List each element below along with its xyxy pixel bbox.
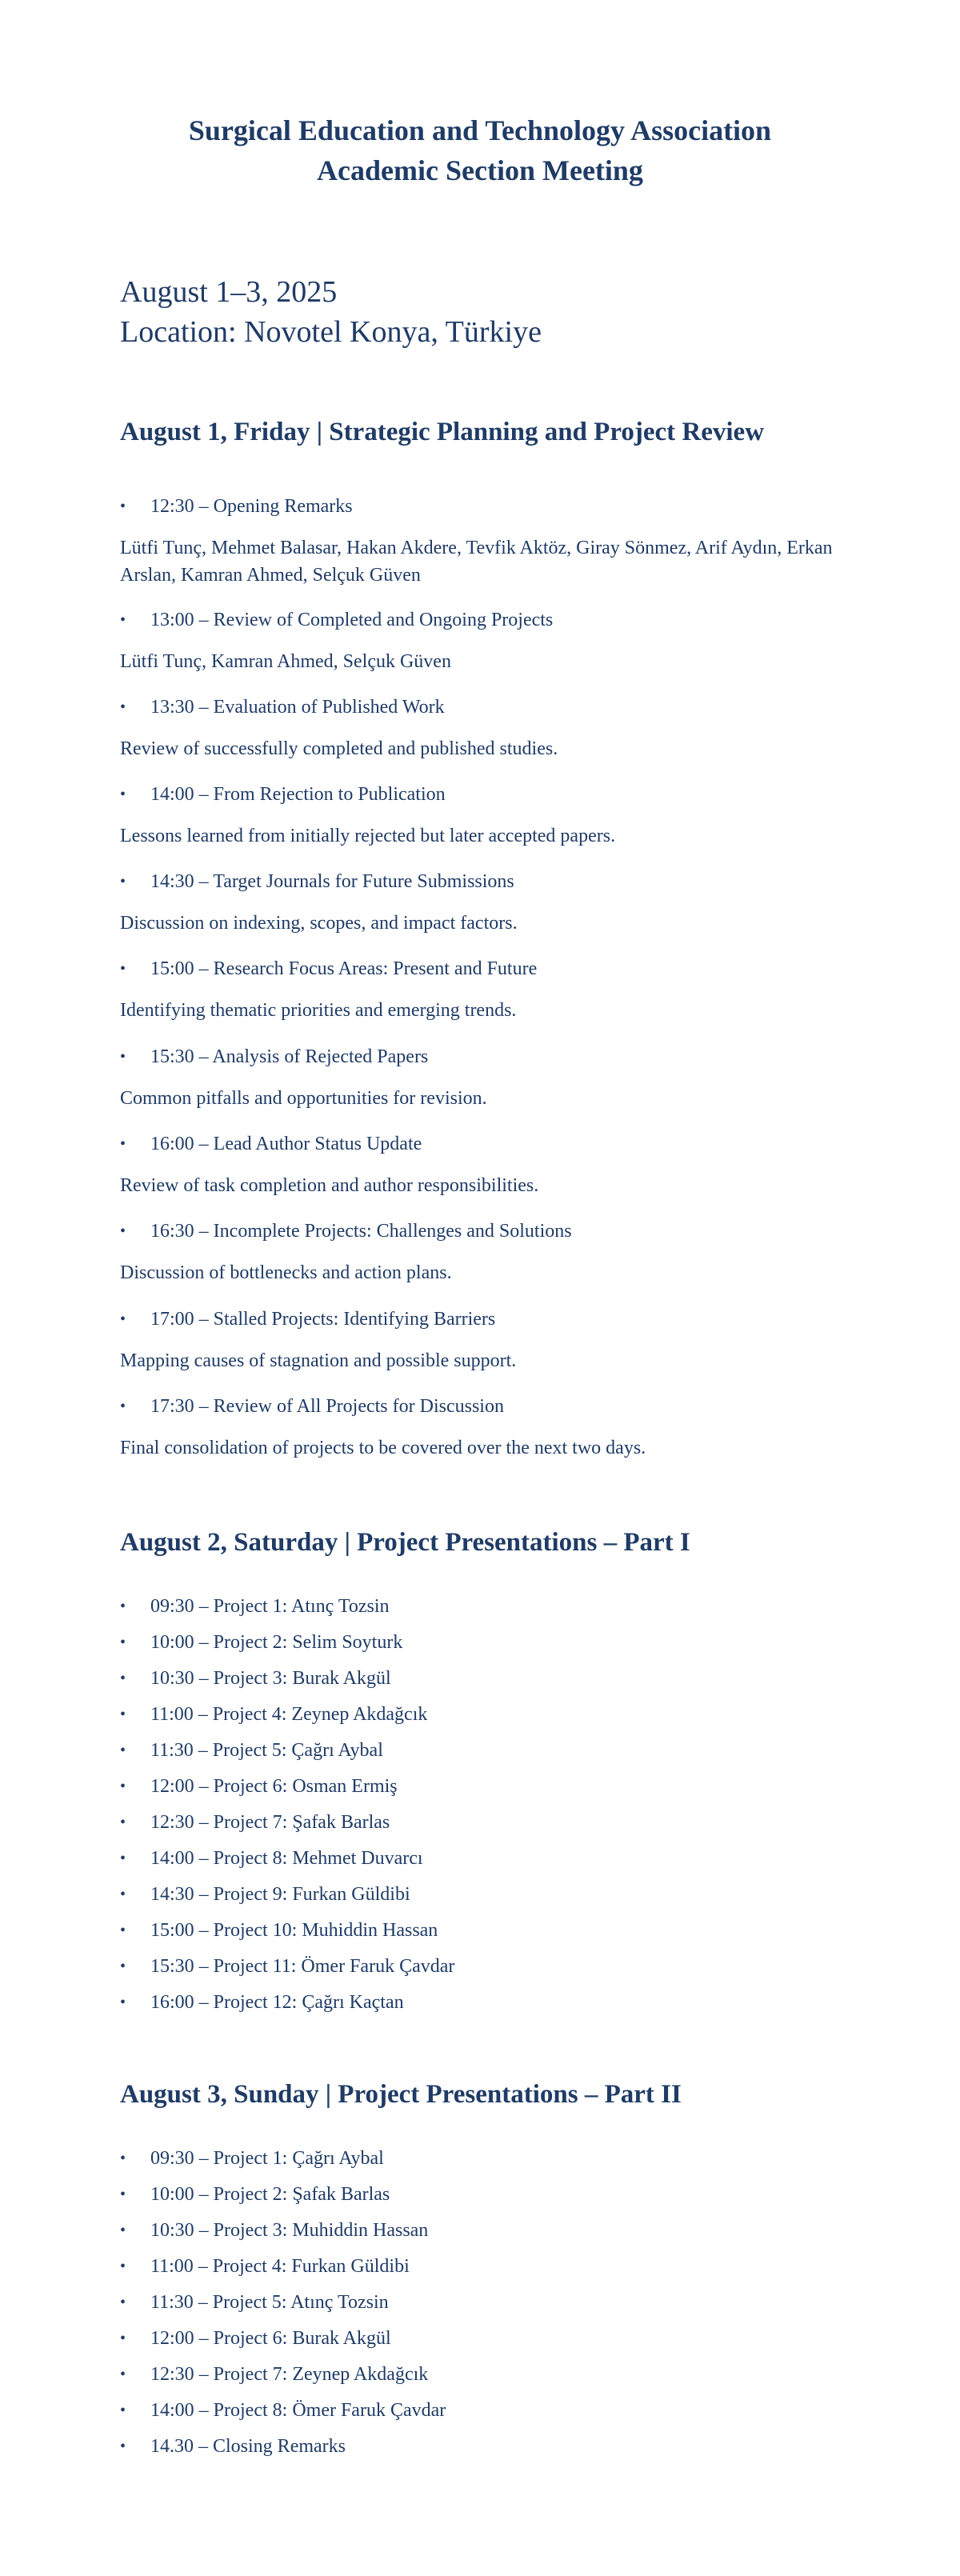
bullet-icon: • [120,873,126,890]
bullet-icon: • [120,2366,126,2383]
day3-heading: August 3, Sunday | Project Presentations – Part II [120,2080,682,2109]
bullet-icon: • [120,1598,126,1615]
document-title [0,110,960,190]
event-dates: August 1–3, 2025 [120,275,338,309]
bullet-icon: • [120,2150,126,2167]
session-description: Review of task completion and author responsibilities. [120,1175,539,1196]
session-description: Lütfi Tunç, Mehmet Balasar, Hakan Akdere, Tevfik Aktöz, Giray Sönmez, Arif Aydın, Erkan Arslan, Kamran Ahmed, Selçuk Güven [120,538,833,586]
document-page: Surgical Education and Technology Association Academic Section Meeting August 1–3, 2025 Location: Novotel Konya, Türkiye August 1, Friday | Strategic Planning and Project Review • 12:30 – Opening Remarks Lütfi Tunç, Mehmet Balasar, Hakan Akdere, Tevfik Aktöz, Giray Sönmez, Arif Aydın, Erkan Arslan, Kamran Ahmed, Selçuk Güven • 13:00 – Review of Completed and Ongoing Projects Lütfi Tunç, Kamran Ahmed, Selçuk Güven • 13:30 – Evaluation of Published Work Review of successfully completed and published studies. • 14:00 – From Rejection to Publication Lessons learned from initially rejected but later accepted papers. • 14:30 – Target Journals for Future Submissions Discussion on indexing, scopes, and impact factors. • 15:00 – Research Focus Areas: Present and Future Identifying thematic priorities and emerging trends. • 15:30 – Analysis of Rejected Papers Common pitfalls and opportunities for revision. • 16:00 – Lead Author Status Update Review of task completion and author responsibilities. • 16:30 – Incomplete Projects: Challenges and Solutions Discussion of bottlenecks and action plans. • 17:00 – Stalled Projects: Identifying Barriers Mapping causes of stagnation and possible support. • 17:30 – Review of All Projects for Discussion Final consolidation of projects to be covered over the next two days. August 2, Saturday | Project Presentations – Part I • 09:30 – Project 1: Atınç Tozsin • 10:00 – Project 2: Selim Soyturk • 10:30 – Project 3: Burak Akgül • 11:00 – Project 4: Zeynep Akdağcık • 11:30 – Project 5: Çağrı Aybal • 12:00 – Project 6: Osman Ermiş • 12:30 – Project 7: Şafak Barlas • 14:00 – Project 8: Mehmet Duvarcı • 14:30 – Project 9: Furkan Güldibi • 15:00 – Project 10: Muhiddin Hassan • 15:30 – Project 11: Ömer Faruk Çavdar • 16:00 – Project 12: Çağrı Kaçtan August 3, Sunday | Project Presentations – Part II • 09:30 – Project 1: Çağrı Aybal • 10:00 – Project 2: Şafak Barlas • 10:30 – Project 3: Muhiddin Hassan • 11:00 – Project 4: Furkan Güldibi • 11:30 – Project 5: Atınç Tozsin • 12:00 – Project 6: Burak Akgül • 12:30 – Project 7: Zeynep Akdağcık • 14:00 – Project 8: Ömer Faruk Çavdar • 14.30 – Closing Remarks [0,0,960,2576]
session-description: Final consolidation of projects to be covered over the next two days. [120,1438,646,1458]
bullet-icon: • [120,2222,126,2239]
bullet-icon: • [120,1670,126,1687]
bullet-icon: • [120,2402,126,2419]
bullet-icon: • [120,1048,126,1066]
session-description: Identifying thematic priorities and emerging trends. [120,1000,517,1021]
session-description: Common pitfalls and opportunities for revision. [120,1088,487,1109]
bullet-icon: • [120,2438,126,2455]
bullet-icon: • [120,960,126,978]
bullet-icon: • [120,1135,126,1153]
bullet-icon: • [120,1742,126,1759]
event-meta [120,272,542,352]
bullet-icon: • [120,1222,126,1240]
session-description: Lessons learned from initially rejected but later accepted papers. [120,826,616,846]
bullet-icon: • [120,2258,126,2275]
event-location: Location: Novotel Konya, Türkiye [120,315,542,349]
bullet-icon: • [120,2186,126,2203]
day1-heading: August 1, Friday | Strategic Planning and Project Review [120,418,765,446]
bullet-icon: • [120,1706,126,1723]
bullet-icon: • [120,698,126,716]
title-line-2: Academic Section Meeting [317,154,643,186]
bullet-icon: • [120,2330,126,2347]
bullet-icon: • [120,1994,126,2011]
bullet-icon: • [120,1778,126,1795]
bullet-icon: • [120,1958,126,1975]
session-description: Lütfi Tunç, Kamran Ahmed, Selçuk Güven [120,651,451,672]
session-description: Mapping causes of stagnation and possible support. [120,1350,517,1371]
bullet-icon: • [120,611,126,629]
bullet-icon: • [120,786,126,803]
session-description: Review of successfully completed and published studies. [120,738,558,759]
session-description: Discussion on indexing, scopes, and impact factors. [120,913,518,934]
session-description: Discussion of bottlenecks and action plans. [120,1262,452,1283]
bullet-icon: • [120,498,126,515]
bullet-icon: • [120,1310,126,1328]
bullet-icon: • [120,2294,126,2311]
bullet-icon: • [120,1922,126,1939]
bullet-icon: • [120,1398,126,1415]
bullet-icon: • [120,1850,126,1867]
bullet-icon: • [120,1814,126,1831]
bullet-icon: • [120,1634,126,1651]
bullet-icon: • [120,1886,126,1903]
title-line-1: Surgical Education and Technology Association [188,114,772,146]
day2-heading: August 2, Saturday | Project Presentations – Part I [120,1528,690,1557]
